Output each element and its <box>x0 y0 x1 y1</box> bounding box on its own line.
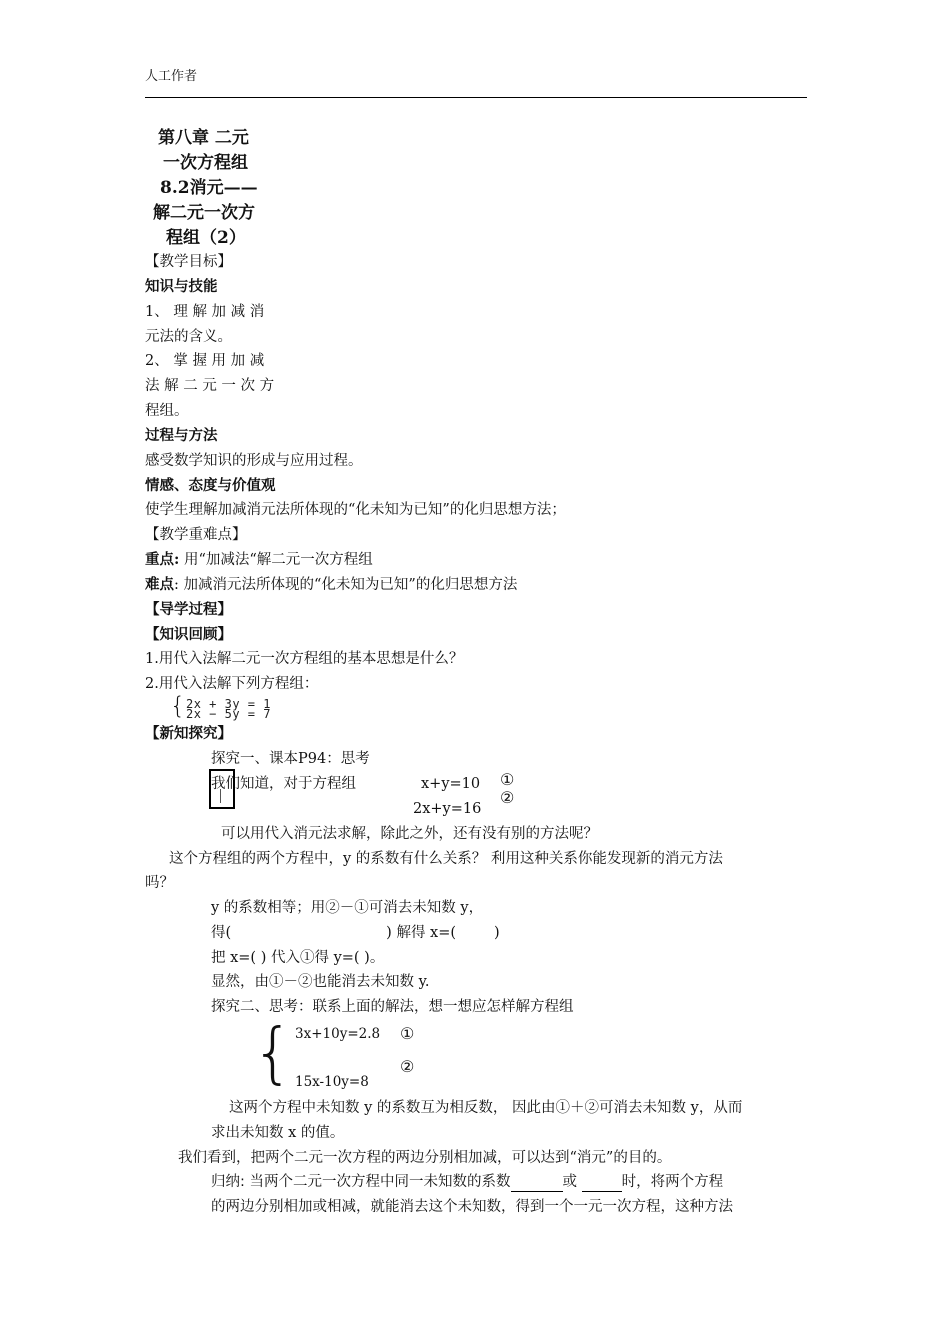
process-method-text: 感受数学知识的形成与应用过程。 <box>145 453 363 469</box>
review-system-eq-1: 2x + 3y = 1 <box>186 697 271 711</box>
summary-text-a: 当两个二元一次方程中同一未知数的系数 <box>244 1174 511 1190</box>
explore-heading: 【新知探究】 <box>145 725 232 742</box>
section-title-line-3: 程组（2） <box>166 228 246 248</box>
explore-line-g: 这两个方程中未知数 y 的系数互为相反数， 因此由①＋②可消去未知数 y，从而 <box>229 1100 743 1116</box>
review-system-eq-2: 2x − 5y = 7 <box>186 707 271 721</box>
difficult-point <box>145 575 517 595</box>
system-2-eq-1-mark: ① <box>400 1024 415 1043</box>
fill-in-solve: ) 解得 x=( <box>386 925 457 941</box>
summary-when: 时，将两个方程 <box>621 1174 724 1190</box>
process-method-heading: 过程与方法 <box>145 427 218 444</box>
explore-line-i: 我们看到，把两个二元一次方程的两边分别相加减，可以达到“消元”的目的。 <box>178 1150 672 1166</box>
guide-heading: 【导学过程】 <box>145 601 232 618</box>
explore-1-title: 探究一、课本P94：思考 <box>211 751 370 767</box>
system-2-eq-2-mark: ② <box>400 1057 415 1076</box>
header-author: 人工作者 <box>145 69 198 84</box>
section-title-line-2: 解二元一次方 <box>153 203 255 223</box>
difficult-point-text: : 加减消元法所体现的“化未知为已知”的化归思想方法 <box>174 577 518 593</box>
summary-blank-1 <box>511 1175 563 1192</box>
explore-line-f: 显然，由①－②也能消去未知数 y. <box>211 974 430 990</box>
objective-1-line-1: 1、 理 解 加 减 消 <box>145 304 265 320</box>
system-brace-large: { <box>252 1014 294 1091</box>
objective-2-line-2: 法 解 二 元 一 次 方 <box>145 378 275 394</box>
explore-line-b1: 这个方程组的两个方程中，y 的系数有什么关系？ 利用这种关系你能发现新的消元方法 <box>169 851 723 867</box>
summary-label: 归纳: <box>211 1174 245 1190</box>
explore-1-text: 我们知道，对于方程组 <box>211 776 356 792</box>
key-point-label: 重点: <box>145 551 180 568</box>
chapter-title-line-1: 第八章 二元 <box>158 128 249 148</box>
summary-blank-2 <box>582 1175 622 1192</box>
key-point <box>145 550 373 570</box>
section-title-line-1: 8.2消元—— <box>160 178 258 198</box>
summary-line-1 <box>211 1172 723 1192</box>
review-heading: 【知识回顾】 <box>145 626 232 643</box>
chapter-title-line-2: 一次方程组 <box>163 153 248 173</box>
review-question-2: 2.用代入法解下列方程组： <box>145 676 319 692</box>
header-divider <box>145 97 807 98</box>
system-1-eq-1-mark: ① <box>500 770 515 789</box>
difficult-point-label: 难点 <box>145 576 174 593</box>
explore-line-a: 可以用代入消元法求解，除此之外，还有没有别的方法呢？ <box>221 826 598 842</box>
system-1-eq-1: x+y=10 <box>421 776 481 792</box>
emotion-values-text: 使学生理解加减消元法所体现的“化未知为已知”的化归思想方法； <box>145 502 566 518</box>
knowledge-skills-heading: 知识与技能 <box>145 278 218 295</box>
summary-or: 或 <box>562 1174 582 1190</box>
explore-line-d <box>211 923 500 943</box>
system-1-eq-2-mark: ② <box>500 788 515 807</box>
objective-2-line-1: 2、 掌 握 用 加 减 <box>145 353 265 369</box>
explore-line-c: y 的系数相等；用②－①可消去未知数 y， <box>211 900 484 916</box>
emotion-values-heading: 情感、态度与价值观 <box>145 477 276 494</box>
system-2-eq-1: 3x+10y=2.8 <box>295 1026 381 1042</box>
fill-in-open: 得( <box>211 925 232 941</box>
objective-2-line-3: 程组。 <box>145 403 189 419</box>
explore-line-h: 求出未知数 x 的值。 <box>211 1125 345 1141</box>
review-question-1: 1.用代入法解二元一次方程组的基本思想是什么？ <box>145 651 464 667</box>
objective-1-line-2: 元法的含义。 <box>145 329 232 345</box>
key-point-text: 用“加减法“解二元一次方程组 <box>179 552 373 568</box>
system-1-eq-2: 2x+y=16 <box>413 801 482 817</box>
system-brace-small: { <box>170 692 186 720</box>
explore-line-b2: 吗？ <box>145 875 174 891</box>
keypoints-heading: 【教学重难点】 <box>145 527 247 543</box>
fill-in-close: ) <box>494 925 500 941</box>
explore-2-title: 探究二、思考：联系上面的解法，想一想应怎样解方程组 <box>211 999 574 1015</box>
explore-line-e: 把 x=( ) 代入①得 y=( )。 <box>211 950 385 966</box>
summary-line-2: 的两边分别相加或相减，就能消去这个未知数，得到一个一元一次方程，这种方法 <box>211 1199 733 1215</box>
system-2-eq-2: 15x-10y=8 <box>295 1074 369 1090</box>
objectives-heading: 【教学目标】 <box>145 254 232 270</box>
